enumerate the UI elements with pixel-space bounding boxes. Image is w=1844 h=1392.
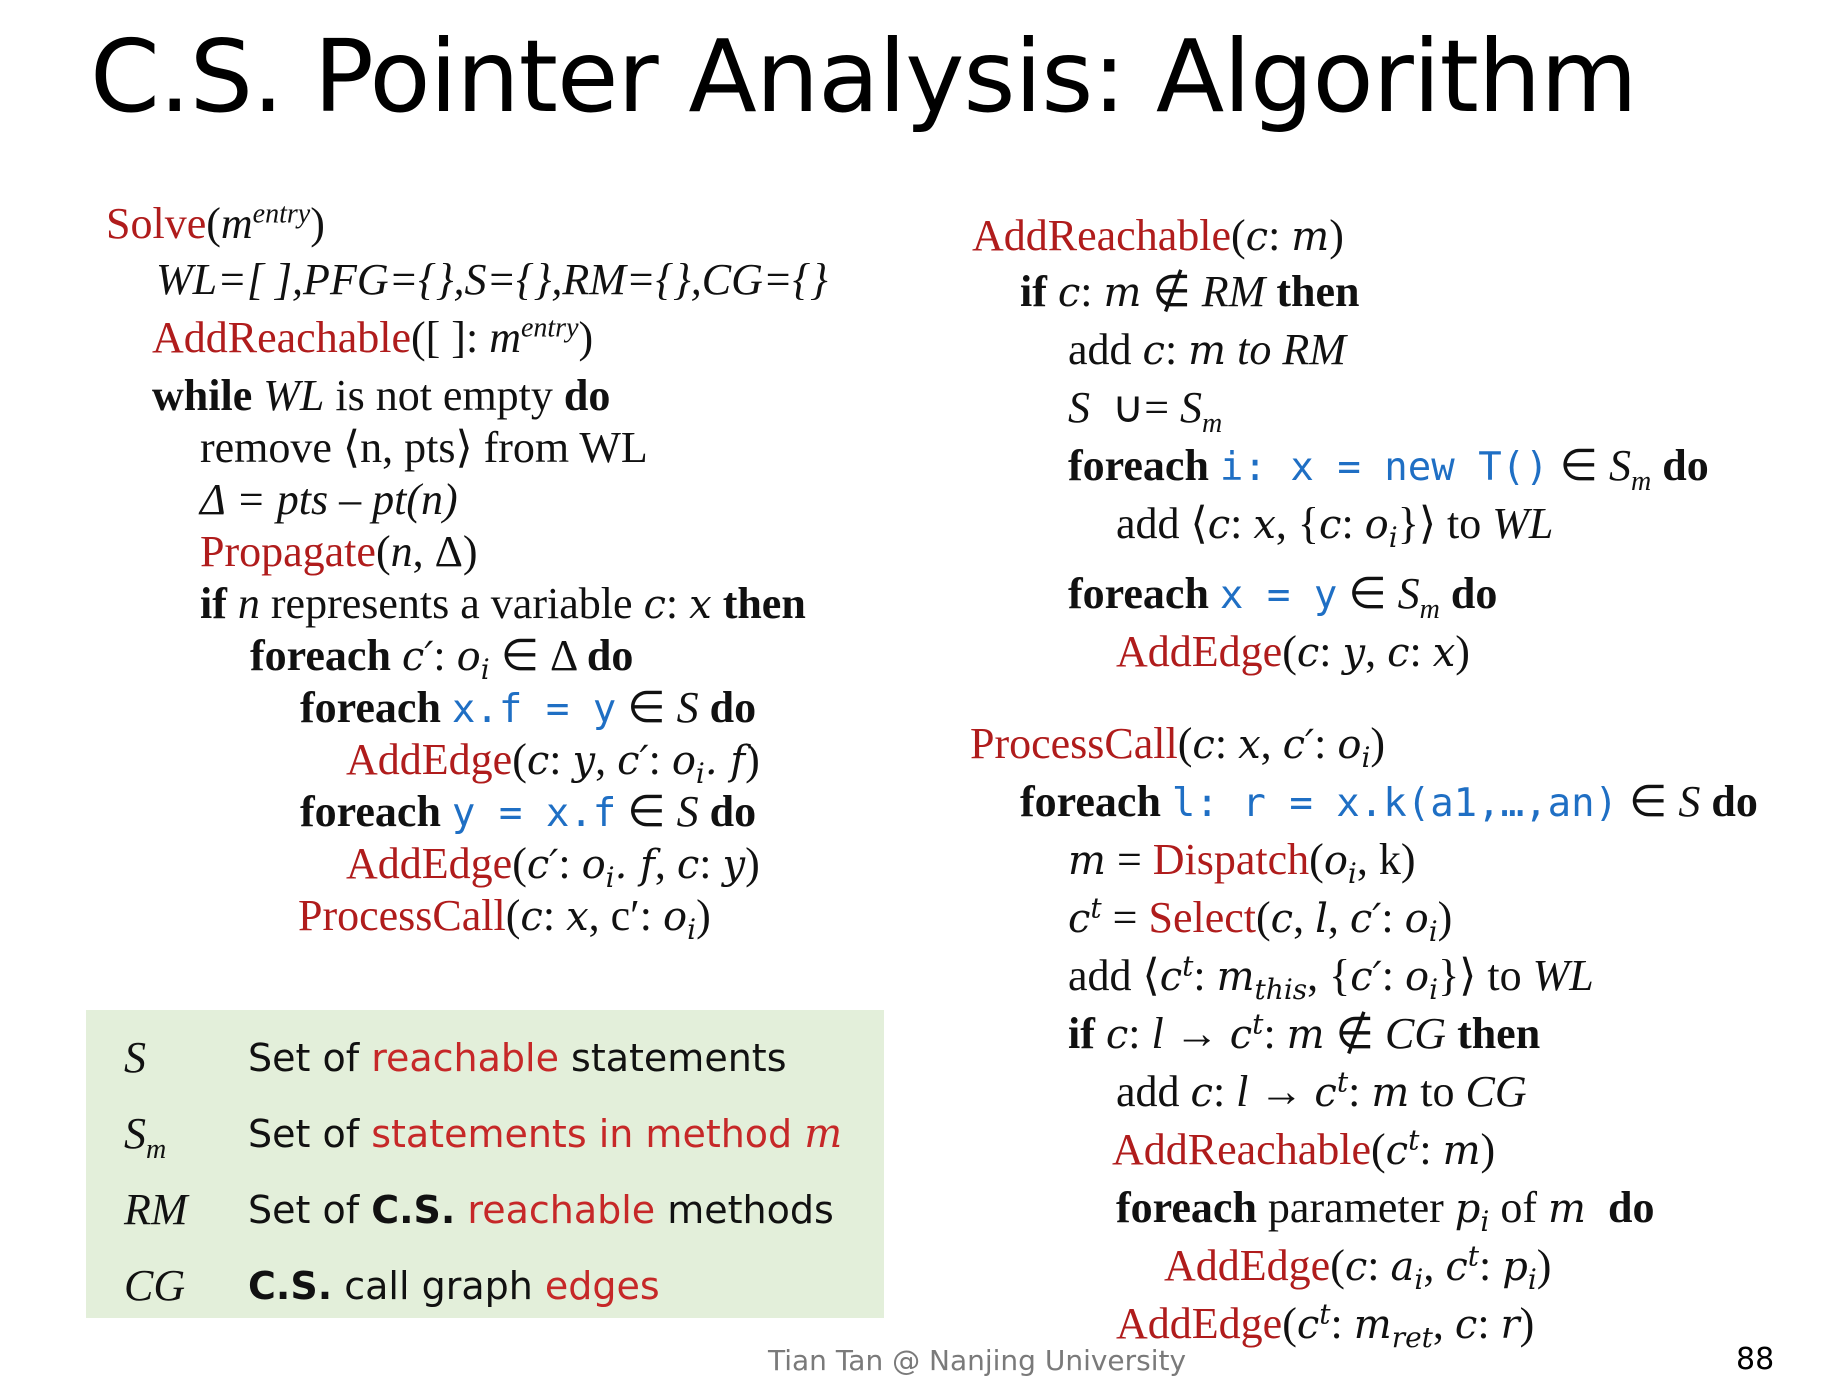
solve-add-edge-load: AddEdge(c′: $o_i$. f, c: y) [346, 839, 760, 894]
add-reachable-add-edge: AddEdge(c: y, c: x) [1116, 627, 1470, 676]
solve-while: while WL is not empty do [152, 371, 611, 420]
solve-add-reachable: AddReachable([ ]: $m^{entry}$) [152, 312, 594, 362]
process-call-add-reachable: $AddReachable(c^t$: m) [1112, 1123, 1496, 1174]
process-call-add-wl: add $⟨c^t$: $m_{this}$, {c′: $o_i\}⟩$ to WL [1068, 949, 1594, 1006]
solve-if: if n represents a variable c: x then [200, 579, 806, 628]
footer-credit: Tian Tan @ Nanjing University [768, 1344, 1187, 1377]
legend-text: Set of C.S. reachable methods [248, 1188, 834, 1232]
process-call-add-edge-ret: $AddEdge(c^t$: $m_{ret}$, c: r) [1116, 1297, 1535, 1354]
solve-remove: remove ⟨n, pts⟩ from WL [200, 423, 648, 472]
legend-symbol: $S_m$ [124, 1109, 167, 1165]
add-reachable-if: if c: m ∉ RM then [1020, 267, 1360, 316]
add-reachable-add-rm: add c: m to RM [1068, 325, 1346, 374]
legend-row [86, 1172, 884, 1248]
add-reachable-foreach-assign: foreach x = y ∈ $S_m$ do [1068, 569, 1498, 625]
legend-text: C.S. call graph edges [248, 1264, 660, 1308]
legend-symbol: CG [124, 1261, 186, 1310]
solve-foreach-load: foreach y = x.f ∈ S do [300, 787, 757, 836]
add-reachable-union: S ∪= $S_m$ [1068, 383, 1223, 439]
legend-symbol: RM [124, 1185, 188, 1234]
process-call-dispatch: $m = Dispatch(o_i$, k) [1068, 835, 1416, 890]
solve-add-edge-store: AddEdge(c: y, c′: $o_i$. f) [346, 735, 760, 790]
process-call-select: $c^t$ = Select(c, l, c′: $o_i$) [1068, 891, 1453, 948]
solve-delta: Δ = pts – pt(n) [200, 475, 458, 524]
solve-process-call: ProcessCall(c: x, c′: $o_i$) [298, 891, 711, 946]
legend-symbol: S [124, 1033, 146, 1082]
process-call-signature: ProcessCall(c: x, c′: $o_i$) [970, 719, 1386, 774]
process-call-add-edge-param: AddEdge(c: $a_i$, $c^t$: $p_i$) [1164, 1239, 1552, 1296]
legend-text: Set of reachable statements [248, 1036, 787, 1080]
legend-row [86, 1020, 884, 1096]
legend-row [86, 1248, 884, 1324]
legend-box [86, 1010, 884, 1318]
process-call-foreach-param: foreach parameter $p_i$ of m do [1116, 1183, 1655, 1238]
solve-foreach-store: foreach x.f = y ∈ S do [300, 683, 757, 732]
legend-text: Set of statements in method m [248, 1111, 843, 1157]
add-reachable-add-wl: add ⟨c: x, {c: $o_i\}⟩$ to WL [1116, 499, 1554, 554]
process-call-if: if c: $l \to c^t$: m ∉ CG then [1068, 1007, 1541, 1058]
process-call-foreach: foreach l: r = x.k(a1,…,an) ∈ S do [1020, 777, 1758, 826]
process-call-add-cg: add c: $l \to c^t$: m to CG [1116, 1065, 1527, 1116]
add-reachable-signature: AddReachable(c: m) [972, 211, 1344, 260]
solve-propagate: Propagate(n, Δ) [200, 527, 478, 576]
add-reachable-foreach-new: foreach i: x = new T() ∈ $S_m$ do [1068, 441, 1709, 497]
legend-row [86, 1096, 884, 1172]
solve-foreach-delta: foreach c′: $o_i$ ∈ Δ do [250, 631, 634, 686]
solve-signature: $Solve(m^{entry})$ [106, 198, 325, 248]
page-title: C.S. Pointer Analysis: Algorithm [90, 18, 1637, 135]
page-number: 88 [1736, 1342, 1775, 1377]
solve-init: WL=[ ],PFG={},S={},RM={},CG={} [156, 255, 828, 304]
